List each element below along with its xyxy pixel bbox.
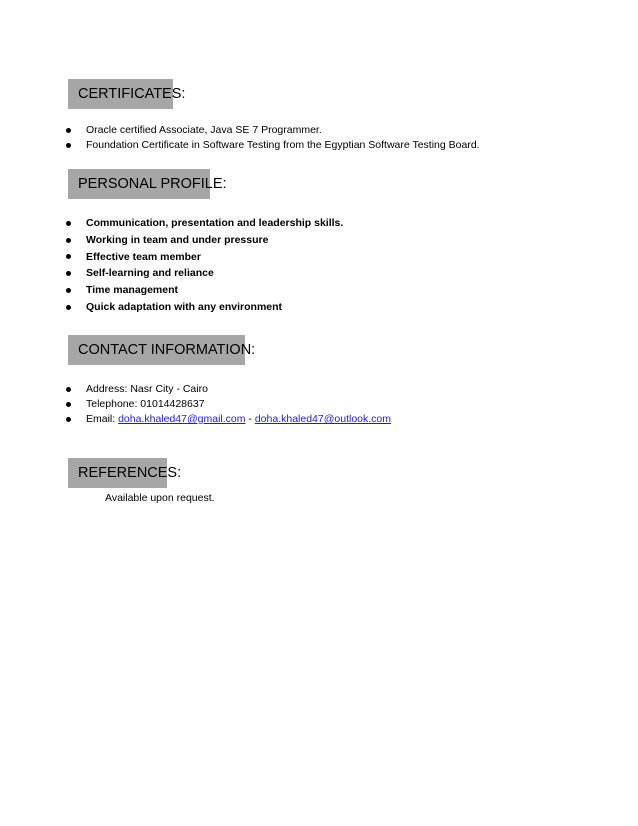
certificates-heading <box>68 79 186 109</box>
list-item: Time management <box>66 282 343 299</box>
references-heading-label: REFERENCES: <box>78 465 182 481</box>
bullet-icon <box>66 417 71 422</box>
bullet-icon <box>66 305 71 310</box>
certificates-list <box>66 123 480 153</box>
list-item: Foundation Certificate in Software Testing from the Egyptian Software Testing Board. <box>66 138 480 153</box>
email-label: Email: <box>86 413 119 425</box>
references-text: Available upon request. <box>105 492 215 504</box>
list-item: Oracle certified Associate, Java SE 7 Programmer. <box>66 123 480 138</box>
email-separator: - <box>245 413 255 425</box>
list-item: Effective team member <box>66 249 343 266</box>
list-item: Communication, presentation and leadership skills. <box>66 215 343 232</box>
bullet-icon <box>66 271 71 276</box>
list-item <box>66 412 391 427</box>
certificates-heading-label: CERTIFICATES: <box>78 86 186 102</box>
list-item <box>66 397 391 412</box>
list-item <box>66 382 391 397</box>
bullet-icon <box>66 238 71 243</box>
bullet-icon <box>66 254 71 259</box>
bullet-icon <box>66 402 71 407</box>
bullet-icon <box>66 128 71 133</box>
bullet-icon <box>66 288 71 293</box>
references-heading <box>68 458 182 488</box>
personal-profile-list <box>66 215 343 316</box>
personal-profile-heading <box>68 169 227 199</box>
list-item: Self-learning and reliance <box>66 265 343 282</box>
contact-heading-label: CONTACT INFORMATION: <box>78 342 256 358</box>
personal-profile-heading-label: PERSONAL PROFILE: <box>78 176 227 192</box>
contact-list <box>66 382 391 427</box>
bullet-icon <box>66 387 71 392</box>
address-text: Address: Nasr City - Cairo <box>86 383 208 395</box>
bullet-icon <box>66 143 71 148</box>
email-link-gmail[interactable]: doha.khaled47@gmail.com <box>118 413 246 425</box>
contact-heading <box>68 335 256 365</box>
list-item: Quick adaptation with any environment <box>66 299 343 316</box>
list-item: Working in team and under pressure <box>66 232 343 249</box>
bullet-icon <box>66 221 71 226</box>
email-link-outlook[interactable]: doha.khaled47@outlook.com <box>254 413 392 425</box>
telephone-text: Telephone: 01014428637 <box>86 398 205 410</box>
